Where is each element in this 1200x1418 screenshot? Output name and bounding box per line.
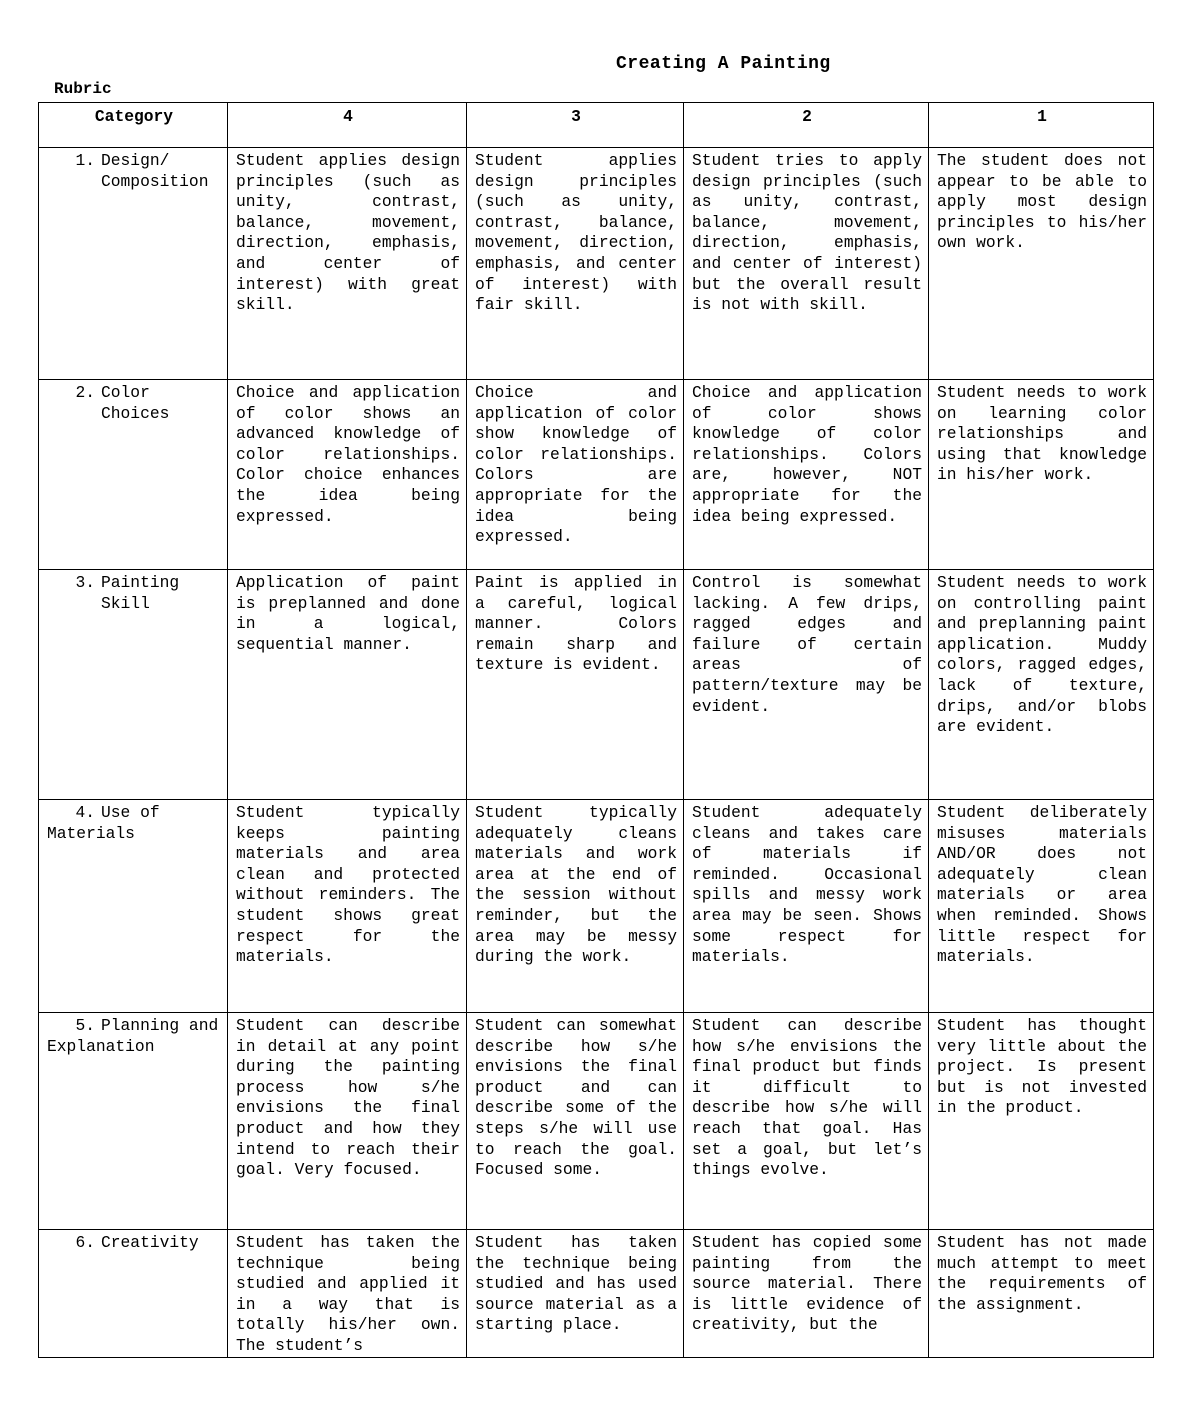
table-row (39, 380, 1154, 570)
criteria-cell-4 (228, 1230, 467, 1358)
header-score-4: 4 (228, 103, 467, 148)
criteria-cell-1: Student needs to work on controlling paint and preplanning paint application. Muddy colors, ragged edges, lack of texture, drips, and/or blobs are evident. (929, 570, 1154, 800)
category-number: 3. (75, 573, 95, 592)
criteria-cell-4: Student typically keeps painting materials and area clean and protected without reminders. The student shows great respect for the materials. (228, 800, 467, 1013)
header-score-1: 1 (929, 103, 1154, 148)
table-row (39, 148, 1154, 380)
criteria-cell-2: Control is somewhat lacking. A few drips, ragged edges and failure of certain areas of pattern/texture may be evident. (684, 570, 929, 800)
category-number: 6. (75, 1233, 95, 1252)
criteria-cell-3: Choice and application of color show knowledge of color relationships. Colors are appropriate for the idea being expressed. (467, 380, 684, 570)
category-number: 5. (75, 1016, 95, 1035)
table-row (39, 800, 1154, 1013)
criteria-cell-2: Student adequately cleans and takes care of materials if reminded. Occasional spills and messy work area may be seen. Shows some respect for materials. (684, 800, 929, 1013)
rubric-label: Rubric (54, 80, 112, 98)
criteria-cell-4: Application of paint is preplanned and done in a logical, sequential manner. (228, 570, 467, 800)
criteria-cell-1: The student does not appear to be able to apply most design principles to his/her own work. (929, 148, 1154, 380)
criteria-cell-4: Choice and application of color shows an advanced knowledge of color relationships. Color choice enhances the idea being expressed. (228, 380, 467, 570)
criteria-text: Student has copied some painting from the source material. There is little evidence of creativity, but the (692, 1233, 922, 1335)
category-number: 1. (75, 151, 95, 170)
table-row (39, 1013, 1154, 1230)
criteria-cell-2: Choice and application of color shows knowledge of color relationships. Colors are, however, NOT appropriate for the idea being expressed. (684, 380, 929, 570)
criteria-cell-1: Student needs to work on learning color relationships and using that knowledge in his/her work. (929, 380, 1154, 570)
header-category: Category (39, 103, 228, 148)
criteria-cell-2: Student tries to apply design principles (such as unity, contrast, balance, movement, direction, emphasis, and center of interest) but the overall result is not with skill. (684, 148, 929, 380)
criteria-cell-3: Student typically adequately cleans materials and work area at the end of the session without reminder, but the area may be messy during the work. (467, 800, 684, 1013)
criteria-text: Student has not made much attempt to meet the requirements of the assignment. (937, 1233, 1147, 1314)
criteria-cell-3: Student applies design principles (such as unity, contrast, balance, movement, direction, emphasis, and center of interest) with fair skill. (467, 148, 684, 380)
category-label: Painting Skill (101, 573, 180, 613)
category-label: Planning and Explanation (47, 1016, 219, 1056)
criteria-cell-3 (467, 1230, 684, 1358)
criteria-cell-3: Student can somewhat describe how s/he envisions the final product and can describe some of the steps s/he will use to reach the goal. Focused some. (467, 1013, 684, 1230)
criteria-cell-1: Student has thought very little about the project. Is present but is not invested in the product. (929, 1013, 1154, 1230)
category-cell (39, 148, 228, 380)
rubric-table (38, 102, 1154, 1358)
category-label: Use of Materials (47, 803, 160, 843)
category-label: Design/ Composition (101, 151, 209, 191)
header-score-2: 2 (684, 103, 929, 148)
criteria-cell-4: Student applies design principles (such as unity, contrast, balance, movement, direction, emphasis, and center of interest) with great skill. (228, 148, 467, 380)
category-label: Creativity (101, 1233, 199, 1252)
category-cell (39, 1230, 228, 1358)
category-cell (39, 380, 228, 570)
header-score-3: 3 (467, 103, 684, 148)
category-cell (39, 570, 228, 800)
criteria-cell-1: Student deliberately misuses materials AND/OR does not adequately clean materials or area when reminded. Shows little respect for materials. (929, 800, 1154, 1013)
table-row (39, 570, 1154, 800)
criteria-text: Student has taken the technique being studied and applied it in a way that is totally his/her own. The student’s (236, 1233, 460, 1355)
criteria-cell-3: Paint is applied in a careful, logical manner. Colors remain sharp and texture is evident. (467, 570, 684, 800)
criteria-text: Student has taken the technique being studied and has used source material as a starting place. (475, 1233, 677, 1335)
criteria-cell-4: Student can describe in detail at any point during the painting process how s/he envisions the final product and how they intend to reach their goal. Very focused. (228, 1013, 467, 1230)
criteria-cell-2: Student can describe how s/he envisions the final product but finds it difficult to describe how s/he will reach that goal. Has set a goal, but let’s things evolve. (684, 1013, 929, 1230)
criteria-cell-1 (929, 1230, 1154, 1358)
header-row (39, 103, 1154, 148)
document-title: Creating A Painting (616, 54, 831, 74)
category-cell (39, 1013, 228, 1230)
category-label: Color Choices (101, 383, 170, 423)
category-number: 2. (75, 383, 95, 402)
criteria-cell-2 (684, 1230, 929, 1358)
category-number: 4. (75, 803, 95, 822)
category-cell (39, 800, 228, 1013)
table-row (39, 1230, 1154, 1358)
